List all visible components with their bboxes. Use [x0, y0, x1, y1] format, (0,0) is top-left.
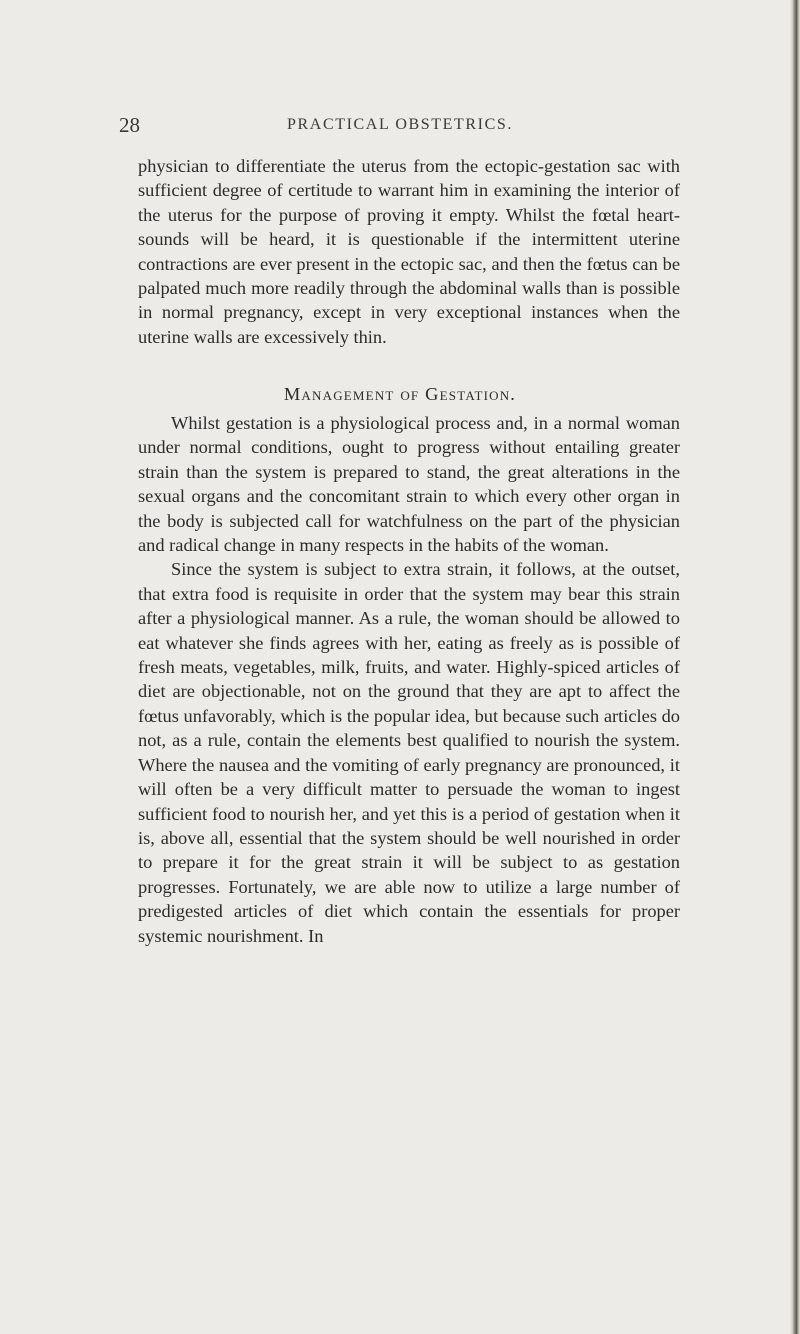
paragraph: physician to differentiate the uterus from the ectopic-gestation sac with sufficient degree of certitude to warrant him in examining the interior of the uterus for the purpose of proving it empty. Whilst the fœtal heart-sounds will be heard, it is questionable if the intermittent uterine contractions are ever present in the ectopic sac, and then the fœtus can be palpated much more readily through the abdominal walls than is possible in normal pregnancy, except in very exceptional instances when the uterine walls are excessively thin. [138, 156, 680, 347]
paragraph: Since the system is subject to extra strain, it follows, at the outset, that extra food is requisite in order that the system may bear this strain after a physiological manner. As a rule, the woman should be allowed to eat whatever she finds agrees with her, eating as freely as is possible of fresh meats, vegetables, milk, fruits, and water. Highly-spiced articles of diet are objectionable, not on the ground that they are apt to affect the fœtus unfavorably, which is the popular idea, but because such articles do not, as a rule, contain the elements best qualified to nourish the system. Where the nausea and the vomiting of early pregnancy are pronounced, it will often be a very difficult matter to persuade the woman to ingest sufficient food to nourish her, and yet this is a period of gestation when it is, above all, essential that the system should be well nourished in order to prepare it for the great strain it will be subject to as gestation progresses. Fortunately, we are able now to utilize a large number of predigested articles of diet which contain the essentials for proper systemic nourishment. In [138, 559, 680, 946]
page-number: 28 [119, 113, 140, 137]
body-text-top [138, 154, 680, 349]
page-binding-edge [790, 0, 800, 1334]
body-text-bottom [138, 411, 680, 948]
page-header [0, 114, 800, 138]
paragraph: Whilst gestation is a physiological process and, in a normal woman under normal conditions, ought to progress without entailing greater strain than the system is prepared to stand, the great alterations in the sexual organs and the concomitant strain to which every other organ in the body is subjected call for watchfulness on the part of the physician and radical change in many respects in the habits of the woman. [138, 413, 680, 556]
running-head: PRACTICAL OBSTETRICS. [287, 116, 513, 133]
section-heading: Management of Gestation. [283, 384, 517, 404]
